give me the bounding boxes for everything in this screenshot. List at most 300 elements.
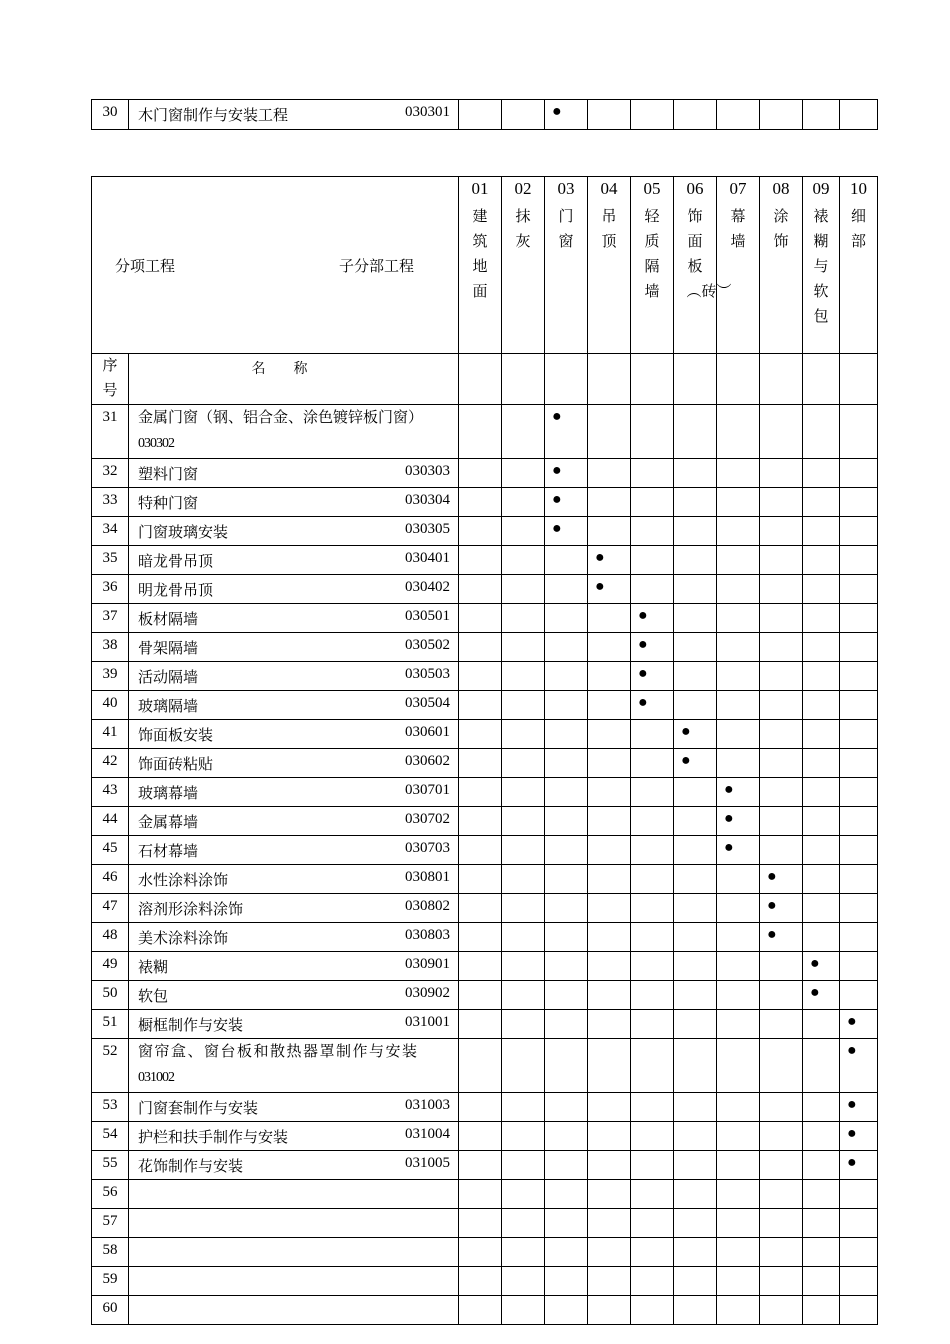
check-cell — [674, 488, 717, 517]
check-cell — [545, 662, 588, 691]
row-seq: 48 — [92, 923, 129, 952]
row-code: 030801 — [405, 869, 450, 885]
table-row — [92, 836, 878, 865]
row-name: 橱框制作与安装 — [138, 1018, 244, 1034]
check-cell — [459, 546, 502, 575]
check-cell — [760, 1010, 803, 1039]
check-cell — [588, 981, 631, 1010]
column-code: 01 — [459, 177, 502, 202]
row-name: 玻璃隔墙 — [138, 699, 199, 715]
check-cell: ● — [545, 459, 588, 488]
row-code: 031001 — [405, 1014, 450, 1030]
check-cell — [674, 952, 717, 981]
table-row — [92, 633, 878, 662]
check-cell — [545, 546, 588, 575]
check-cell — [674, 546, 717, 575]
check-cell — [717, 865, 760, 894]
check-cell — [760, 981, 803, 1010]
division-table — [91, 176, 878, 1325]
row-name-cell — [129, 691, 459, 720]
row-seq: 51 — [92, 1010, 129, 1039]
check-cell — [545, 952, 588, 981]
check-cell — [840, 778, 878, 807]
check-cell: ● — [840, 1010, 878, 1039]
check-cell — [631, 720, 674, 749]
row-seq: 58 — [92, 1238, 129, 1267]
check-cell — [545, 1238, 588, 1267]
check-cell — [459, 807, 502, 836]
check-cell — [631, 894, 674, 923]
check-cell — [803, 1093, 840, 1122]
check-cell — [588, 633, 631, 662]
check-cell — [674, 836, 717, 865]
check-cell — [674, 459, 717, 488]
check-cell — [803, 1296, 840, 1325]
column-name-text: 饰面板︵砖︶ — [686, 209, 732, 300]
column-name — [803, 201, 840, 354]
row-name-cell — [129, 836, 459, 865]
check-cell — [717, 981, 760, 1010]
check-cell — [545, 807, 588, 836]
check-cell — [502, 100, 545, 130]
column-name — [674, 201, 732, 354]
check-cell — [502, 604, 545, 633]
row-name: 水性涂料涂饰 — [138, 873, 229, 889]
check-cell — [502, 1010, 545, 1039]
row-code: 031003 — [405, 1097, 450, 1113]
row-code: 030503 — [405, 666, 450, 682]
check-cell — [459, 575, 502, 604]
check-cell — [674, 633, 717, 662]
check-cell — [803, 923, 840, 952]
check-cell — [502, 894, 545, 923]
check-cell — [459, 1122, 502, 1151]
row-seq: 56 — [92, 1180, 129, 1209]
column-code: 06 — [674, 177, 717, 202]
table-row — [92, 488, 878, 517]
check-cell — [717, 100, 760, 130]
row-seq: 33 — [92, 488, 129, 517]
check-cell — [631, 1209, 674, 1238]
check-cell — [717, 1122, 760, 1151]
row-name-cell — [129, 1093, 459, 1122]
check-cell — [674, 923, 717, 952]
check-cell — [674, 1209, 717, 1238]
check-cell — [588, 778, 631, 807]
check-cell — [717, 1180, 760, 1209]
check-cell: ● — [760, 894, 803, 923]
check-cell — [502, 488, 545, 517]
check-cell — [502, 1180, 545, 1209]
check-cell — [717, 1267, 760, 1296]
row-seq: 52 — [92, 1039, 129, 1093]
check-cell — [760, 405, 803, 459]
row-name: 门窗套制作与安装 — [138, 1101, 259, 1117]
check-cell — [760, 662, 803, 691]
row-code: 030702 — [405, 811, 450, 827]
check-cell — [803, 691, 840, 720]
table-row — [92, 546, 878, 575]
row-name: 护栏和扶手制作与安装 — [138, 1130, 289, 1146]
check-cell — [502, 720, 545, 749]
check-cell — [717, 1039, 760, 1093]
check-cell — [502, 952, 545, 981]
check-cell — [459, 662, 502, 691]
row-seq: 36 — [92, 575, 129, 604]
column-name-text: 门窗 — [558, 209, 574, 250]
row-seq: 54 — [92, 1122, 129, 1151]
row-seq: 32 — [92, 459, 129, 488]
table-row — [92, 1151, 878, 1180]
row-name: 饰面砖粘贴 — [138, 757, 214, 773]
column-name-text: 细部 — [850, 209, 866, 250]
row-seq: 47 — [92, 894, 129, 923]
row-name: 明龙骨吊顶 — [138, 583, 214, 599]
check-cell — [674, 807, 717, 836]
check-cell — [631, 517, 674, 546]
check-cell — [840, 459, 878, 488]
check-cell — [459, 865, 502, 894]
row-name-cell — [129, 1010, 459, 1039]
check-cell — [588, 1238, 631, 1267]
column-name-text: 建筑地面 — [472, 209, 488, 300]
check-cell: ● — [631, 662, 674, 691]
check-cell — [760, 1122, 803, 1151]
check-cell — [760, 836, 803, 865]
row-seq: 38 — [92, 633, 129, 662]
check-cell — [840, 865, 878, 894]
check-cell: ● — [840, 1039, 878, 1093]
row-seq: 34 — [92, 517, 129, 546]
check-cell — [631, 1267, 674, 1296]
check-cell: ● — [840, 1151, 878, 1180]
check-cell — [588, 807, 631, 836]
check-cell — [545, 575, 588, 604]
row-code: 030501 — [405, 608, 450, 624]
check-cell — [760, 1180, 803, 1209]
column-code: 10 — [840, 177, 878, 202]
check-cell — [803, 1010, 840, 1039]
row-name: 暗龙骨吊顶 — [138, 554, 214, 570]
check-cell — [459, 894, 502, 923]
table-row — [92, 604, 878, 633]
table-row — [92, 662, 878, 691]
row-name-cell — [129, 662, 459, 691]
row-seq: 59 — [92, 1267, 129, 1296]
check-cell — [674, 1180, 717, 1209]
check-cell — [631, 1122, 674, 1151]
table-row — [92, 100, 878, 130]
table-row — [92, 517, 878, 546]
check-cell — [545, 981, 588, 1010]
check-cell — [588, 1180, 631, 1209]
check-cell — [803, 459, 840, 488]
check-cell — [588, 459, 631, 488]
check-cell — [545, 1296, 588, 1325]
check-cell — [803, 633, 840, 662]
row-code: 031005 — [405, 1155, 450, 1171]
check-cell — [631, 405, 674, 459]
check-cell — [502, 865, 545, 894]
row-name-cell — [129, 981, 459, 1010]
row-name: 特种门窗 — [138, 496, 199, 512]
column-name-text: 轻质隔墙 — [644, 209, 660, 300]
check-cell — [631, 1180, 674, 1209]
check-cell — [459, 405, 502, 459]
check-cell — [459, 633, 502, 662]
check-cell — [545, 1209, 588, 1238]
row-seq: 42 — [92, 749, 129, 778]
check-cell — [717, 1296, 760, 1325]
check-cell — [717, 662, 760, 691]
check-cell — [631, 749, 674, 778]
table-row — [92, 894, 878, 923]
check-cell — [502, 662, 545, 691]
check-cell — [760, 546, 803, 575]
check-cell — [803, 836, 840, 865]
table-row — [92, 1122, 878, 1151]
row-code: 030504 — [405, 695, 450, 711]
check-cell — [717, 749, 760, 778]
row-name: 饰面板安装 — [138, 728, 214, 744]
check-cell — [588, 1267, 631, 1296]
column-code: 05 — [631, 177, 674, 202]
column-code: 09 — [803, 177, 840, 202]
check-cell — [840, 405, 878, 459]
check-cell — [588, 517, 631, 546]
check-cell: ● — [545, 517, 588, 546]
table-row — [92, 1180, 878, 1209]
column-code-row — [92, 177, 878, 202]
check-cell: ● — [588, 575, 631, 604]
check-cell — [840, 807, 878, 836]
check-cell — [502, 517, 545, 546]
check-cell — [631, 807, 674, 836]
check-cell — [760, 1151, 803, 1180]
check-cell — [588, 691, 631, 720]
row-name-cell — [129, 1238, 459, 1267]
check-cell — [545, 720, 588, 749]
check-cell — [502, 1209, 545, 1238]
row-name-cell — [129, 1296, 459, 1325]
check-cell — [631, 575, 674, 604]
check-cell — [760, 633, 803, 662]
check-cell — [840, 1238, 878, 1267]
check-cell — [459, 691, 502, 720]
check-cell — [717, 1093, 760, 1122]
check-cell — [840, 604, 878, 633]
check-cell — [545, 923, 588, 952]
check-cell — [803, 604, 840, 633]
row-code: 030701 — [405, 782, 450, 798]
check-cell — [717, 604, 760, 633]
check-cell — [760, 488, 803, 517]
check-cell — [803, 662, 840, 691]
row-name: 板材隔墙 — [138, 612, 199, 628]
check-cell — [502, 923, 545, 952]
check-cell — [588, 923, 631, 952]
check-cell: ● — [631, 604, 674, 633]
row-name-cell — [129, 1267, 459, 1296]
check-cell — [674, 1039, 717, 1093]
check-cell — [674, 1238, 717, 1267]
table-row — [92, 778, 878, 807]
check-cell — [502, 1039, 545, 1093]
check-cell — [674, 575, 717, 604]
check-cell — [545, 1151, 588, 1180]
check-cell — [588, 100, 631, 130]
check-cell — [459, 1296, 502, 1325]
check-cell — [674, 1296, 717, 1325]
row-name-cell — [129, 778, 459, 807]
check-cell — [459, 1151, 502, 1180]
table-row — [92, 749, 878, 778]
check-cell — [631, 778, 674, 807]
check-cell — [502, 1267, 545, 1296]
table-row — [92, 405, 878, 459]
row-name-cell — [129, 517, 459, 546]
check-cell: ● — [717, 778, 760, 807]
check-cell — [545, 894, 588, 923]
check-cell: ● — [760, 923, 803, 952]
row-name: 金属门窗（钢、铝合金、涂色镀锌板门窗） — [138, 410, 424, 426]
check-cell — [545, 604, 588, 633]
row-seq: 31 — [92, 405, 129, 459]
check-cell — [459, 836, 502, 865]
table-row — [92, 865, 878, 894]
check-cell — [631, 459, 674, 488]
row-seq: 45 — [92, 836, 129, 865]
check-cell — [674, 894, 717, 923]
check-cell — [588, 1209, 631, 1238]
check-cell — [840, 836, 878, 865]
row-code: 030502 — [405, 637, 450, 653]
check-cell — [459, 749, 502, 778]
check-cell — [840, 923, 878, 952]
check-cell: ● — [545, 488, 588, 517]
row-name: 石材幕墙 — [138, 844, 199, 860]
check-cell — [760, 749, 803, 778]
table-row — [92, 1039, 878, 1093]
row-code: 030302 — [138, 436, 174, 451]
check-cell — [588, 836, 631, 865]
row-code: 031002 — [138, 1070, 174, 1085]
row-code: 030601 — [405, 724, 450, 740]
check-cell — [760, 1039, 803, 1093]
check-cell — [674, 662, 717, 691]
check-cell — [803, 1180, 840, 1209]
row-seq: 53 — [92, 1093, 129, 1122]
check-cell — [717, 1209, 760, 1238]
row-name-cell — [129, 1151, 459, 1180]
check-cell: ● — [674, 720, 717, 749]
check-cell — [459, 952, 502, 981]
check-cell — [760, 807, 803, 836]
check-cell — [588, 749, 631, 778]
check-cell — [840, 952, 878, 981]
column-code: 07 — [717, 177, 760, 202]
check-cell — [502, 807, 545, 836]
column-name — [502, 201, 545, 354]
seq-header — [92, 354, 129, 405]
row-name-cell — [129, 894, 459, 923]
row-name-cell — [129, 546, 459, 575]
check-cell — [760, 952, 803, 981]
check-cell — [631, 546, 674, 575]
column-code: 03 — [545, 177, 588, 202]
check-cell — [631, 1151, 674, 1180]
check-cell — [840, 546, 878, 575]
row-name: 骨架隔墙 — [138, 641, 199, 657]
check-cell — [840, 488, 878, 517]
row-name-cell — [129, 1122, 459, 1151]
row-seq: 44 — [92, 807, 129, 836]
table-row — [92, 1209, 878, 1238]
check-cell — [545, 1122, 588, 1151]
check-cell — [588, 488, 631, 517]
table-row — [92, 981, 878, 1010]
check-cell — [459, 1093, 502, 1122]
check-cell — [674, 1122, 717, 1151]
check-cell — [502, 1296, 545, 1325]
check-cell — [803, 720, 840, 749]
table-row — [92, 459, 878, 488]
check-cell — [840, 517, 878, 546]
check-cell — [840, 1296, 878, 1325]
check-cell — [674, 100, 717, 130]
name-header: 名称 — [129, 354, 459, 405]
check-cell — [631, 952, 674, 981]
row-seq: 30 — [92, 100, 129, 130]
check-cell — [760, 100, 803, 130]
table-row — [92, 1238, 878, 1267]
check-cell: ● — [803, 981, 840, 1010]
check-cell — [545, 865, 588, 894]
check-cell — [717, 720, 760, 749]
column-name-text: 裱糊与软包 — [813, 209, 829, 325]
check-cell — [588, 604, 631, 633]
check-cell — [459, 488, 502, 517]
table-row — [92, 807, 878, 836]
row-name-cell — [129, 749, 459, 778]
subitem-label: 分项工程 — [115, 258, 176, 275]
row-name: 窗帘盒、窗台板和散热器罩制作与安装 — [138, 1044, 419, 1060]
check-cell — [760, 517, 803, 546]
row-seq: 49 — [92, 952, 129, 981]
check-cell — [502, 546, 545, 575]
check-cell: ● — [545, 405, 588, 459]
check-cell — [674, 604, 717, 633]
check-cell — [502, 633, 545, 662]
check-cell — [459, 100, 502, 130]
column-name-text: 吊顶 — [601, 209, 617, 250]
check-cell: ● — [803, 952, 840, 981]
check-cell — [545, 1010, 588, 1039]
row-name-cell — [129, 405, 459, 459]
row-name-cell — [129, 1039, 459, 1093]
check-cell — [459, 1010, 502, 1039]
check-cell — [459, 1180, 502, 1209]
row-code: 030301 — [405, 104, 450, 120]
row-name: 美术涂料涂饰 — [138, 931, 229, 947]
column-code: 08 — [760, 177, 803, 202]
header-corner — [92, 177, 459, 354]
check-cell — [545, 836, 588, 865]
row-name-cell — [129, 807, 459, 836]
top-continuation-table — [91, 99, 878, 130]
check-cell — [588, 720, 631, 749]
check-cell — [674, 865, 717, 894]
